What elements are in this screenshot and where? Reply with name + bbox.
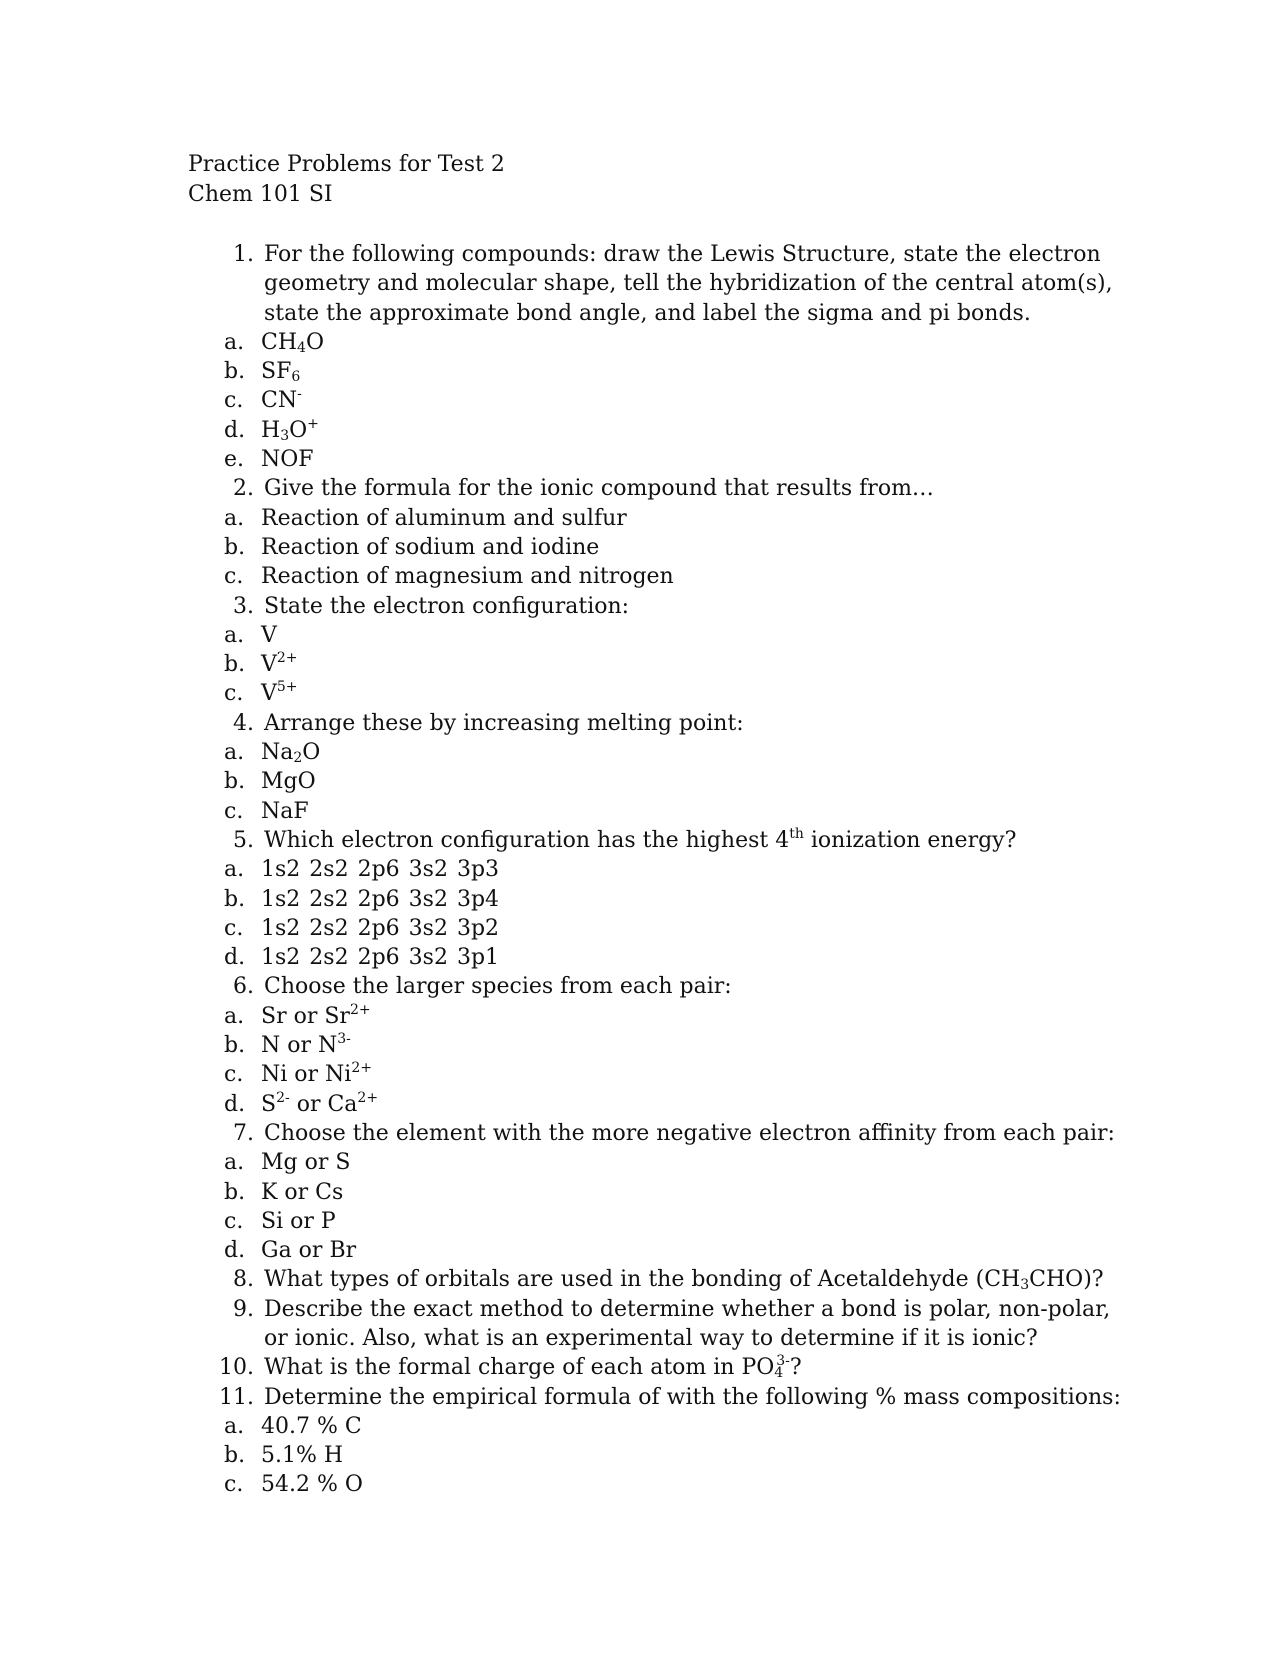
orbital: 1s2	[261, 886, 301, 912]
sub-item-letter: b.	[224, 1033, 246, 1059]
orbital: 3p3	[456, 857, 500, 883]
question-text	[264, 826, 1188, 855]
sub-item	[224, 357, 1188, 386]
sub-item	[224, 679, 1188, 708]
formula-part: Sr or Sr	[261, 1003, 350, 1029]
sub-item-letter: a.	[224, 329, 245, 355]
sub-item	[224, 328, 1188, 357]
question-text-part: What is the formal charge of each atom in PO	[264, 1355, 775, 1381]
sub-item	[224, 1060, 1188, 1089]
sub-item	[224, 445, 1188, 474]
sub-item	[224, 504, 1188, 533]
question-number: 11.	[219, 1384, 254, 1410]
formula-subscript: 2	[293, 750, 303, 767]
sub-item	[224, 1090, 1188, 1119]
question-7-items	[188, 1148, 1188, 1265]
formula-subscript: 3	[280, 427, 290, 444]
question-5	[188, 826, 1188, 855]
sub-item	[224, 1470, 1188, 1499]
question-5-items	[188, 855, 1188, 972]
sub-item	[224, 1412, 1188, 1441]
sub-item-letter: a.	[224, 1150, 245, 1176]
orbital: 2s2	[309, 915, 349, 941]
orbital: 3s2	[408, 945, 448, 971]
orbital: 3p2	[456, 915, 500, 941]
charge-superscript: 3-	[337, 1031, 351, 1048]
orbital: 2s2	[309, 945, 349, 971]
sub-item	[224, 562, 1188, 591]
sub-item-letter: b.	[224, 1179, 246, 1205]
sub-item-letter: c.	[224, 1472, 244, 1498]
question-text-part: CHO)?	[1029, 1267, 1104, 1293]
question-number: 9.	[233, 1296, 254, 1322]
question-text: Determine the empirical formula of with the following % mass compositions:	[264, 1384, 1121, 1410]
orbital: 3p4	[456, 886, 500, 912]
sub-item-letter: d.	[224, 417, 246, 443]
orbital: 2s2	[309, 857, 349, 883]
sub-item-letter: d.	[224, 1091, 246, 1117]
question-text-line: For the following compounds: draw the Lewis Structure, state the electron	[264, 242, 1101, 267]
formula-part: or Ca	[289, 1091, 358, 1117]
sub-item	[224, 885, 1188, 914]
formula-part: V	[261, 681, 277, 707]
question-text-part: ?	[789, 1355, 802, 1381]
question-list	[188, 240, 1188, 1500]
formula-part: H	[261, 417, 281, 443]
formula-part: N or N	[261, 1033, 338, 1059]
charge-superscript: 2-	[276, 1089, 290, 1106]
formula-part: Na	[261, 740, 294, 766]
sub-item-letter: a.	[224, 740, 245, 766]
question-text-part: Which electron configuration has the highest 4	[264, 827, 790, 853]
sub-item	[224, 1178, 1188, 1207]
sub-item	[224, 1207, 1188, 1236]
formula-subscript: 4	[774, 1365, 784, 1382]
question-4	[188, 709, 1188, 738]
orbital: 2p6	[357, 857, 400, 883]
document-title: Practice Problems for Test 2	[188, 152, 505, 177]
question-7	[188, 1119, 1188, 1148]
question-1-items	[188, 328, 1188, 474]
sub-item-letter: c.	[224, 1208, 244, 1234]
sub-item-letter: d.	[224, 945, 246, 971]
question-number: 1.	[233, 242, 254, 267]
formula-part: V	[261, 652, 277, 678]
sub-item-letter: a.	[224, 505, 245, 531]
question-9	[188, 1295, 1188, 1354]
sub-item-letter: b.	[224, 886, 246, 912]
question-6	[188, 972, 1188, 1001]
question-text: Choose the larger species from each pair:	[264, 974, 732, 1000]
question-text: Arrange these by increasing melting point:	[264, 710, 744, 736]
sub-item	[224, 797, 1188, 826]
question-10	[188, 1353, 1188, 1382]
question-text-line: state the approximate bond angle, and label the sigma and pi bonds.	[264, 300, 1031, 326]
question-text	[264, 1353, 1188, 1382]
question-text-part: What types of orbitals are used in the bonding of Acetaldehyde (CH	[264, 1267, 1021, 1293]
question-3-items	[188, 621, 1188, 709]
charge-superscript: 2+	[349, 1001, 371, 1018]
question-number: 2.	[233, 476, 254, 502]
course-name: Chem 101 SI	[188, 182, 333, 207]
charge-superscript: 2+	[276, 650, 298, 667]
question-number: 3.	[233, 593, 254, 619]
question-number: 6.	[233, 974, 254, 1000]
sub-item-letter: c.	[224, 564, 244, 590]
question-8	[188, 1265, 1188, 1294]
question-text	[264, 1265, 1188, 1294]
formula-part: O	[289, 417, 308, 443]
formula-part: NaF	[261, 798, 309, 824]
ordinal-superscript: th	[789, 825, 804, 842]
sub-item-text: 5.1% H	[261, 1443, 344, 1469]
sub-item	[224, 1002, 1188, 1031]
orbital: 2p6	[357, 945, 400, 971]
sub-item	[224, 1441, 1188, 1470]
charge-superscript: +	[307, 415, 319, 432]
sub-item	[224, 533, 1188, 562]
sub-item	[224, 1236, 1188, 1265]
question-text-line: geometry and molecular shape, tell the hybridization of the central atom(s),	[264, 271, 1113, 297]
orbital: 3p1	[456, 945, 500, 971]
sub-item	[224, 1148, 1188, 1177]
sub-item-letter: c.	[224, 798, 244, 824]
sub-item	[224, 855, 1188, 884]
orbital: 1s2	[261, 857, 301, 883]
sub-item	[224, 621, 1188, 650]
question-6-items	[188, 1002, 1188, 1119]
sub-item-letter: b.	[224, 359, 246, 385]
question-2	[188, 474, 1188, 503]
question-4-items	[188, 738, 1188, 826]
question-1	[188, 240, 1188, 328]
sub-item-text: Si or P	[261, 1208, 336, 1234]
sub-item-text: Reaction of sodium and iodine	[261, 534, 600, 560]
question-text: State the electron configuration:	[264, 593, 630, 619]
formula-part: O	[305, 329, 324, 355]
question-2-items	[188, 504, 1188, 592]
formula-part: NOF	[261, 447, 314, 473]
orbital: 3s2	[408, 915, 448, 941]
sub-item	[224, 767, 1188, 796]
document-header	[188, 150, 505, 210]
charge-superscript: 3-	[776, 1353, 790, 1370]
formula-part: S	[261, 1091, 277, 1117]
question-number: 5.	[233, 827, 254, 853]
sub-item-letter: b.	[224, 534, 246, 560]
sub-item-text: Reaction of aluminum and sulfur	[261, 505, 627, 531]
question-number: 7.	[233, 1120, 254, 1146]
orbital: 1s2	[261, 945, 301, 971]
orbital: 2p6	[357, 886, 400, 912]
sub-item-letter: a.	[224, 857, 245, 883]
sub-item-text: Mg or S	[261, 1150, 351, 1176]
formula-subscript: 3	[1020, 1277, 1030, 1294]
formula-part: MgO	[261, 769, 316, 795]
question-number: 10.	[219, 1355, 254, 1381]
sub-item-letter: b.	[224, 1443, 246, 1469]
sub-item-text: 40.7 % C	[261, 1413, 362, 1439]
orbital: 2p6	[357, 915, 400, 941]
sub-item-letter: b.	[224, 652, 246, 678]
sub-item	[224, 416, 1188, 445]
question-number: 8.	[233, 1267, 254, 1293]
formula-part: SF	[261, 359, 292, 385]
orbital: 3s2	[408, 857, 448, 883]
formula-subscript: 4	[297, 339, 306, 356]
sub-item	[224, 650, 1188, 679]
question-11-items	[188, 1412, 1188, 1500]
sub-item-text: K or Cs	[261, 1179, 344, 1205]
question-text-line: or ionic. Also, what is an experimental way to determine if it is ionic?	[264, 1325, 1038, 1351]
sub-item-letter: c.	[224, 681, 244, 707]
sub-item-letter: a.	[224, 1413, 245, 1439]
question-number: 4.	[233, 710, 254, 736]
formula-part: CH	[261, 329, 298, 355]
sub-item-letter: c.	[224, 388, 244, 414]
question-3	[188, 592, 1188, 621]
sub-item-letter: e.	[224, 447, 245, 473]
sub-item-letter: b.	[224, 769, 246, 795]
formula-part: O	[302, 740, 321, 766]
sub-item-text: Ga or Br	[261, 1238, 357, 1264]
charge-superscript: 2+	[351, 1060, 372, 1077]
sub-item	[224, 1031, 1188, 1060]
question-11	[188, 1383, 1188, 1412]
orbital: 3s2	[408, 886, 448, 912]
question-text: Give the formula for the ionic compound that results from…	[264, 476, 934, 502]
sub-item	[224, 943, 1188, 972]
formula-subscript: 6	[291, 369, 301, 386]
sub-item-letter: a.	[224, 1003, 245, 1029]
charge-superscript: 5+	[276, 679, 298, 696]
formula-part: V	[261, 622, 277, 648]
sub-item-text: 54.2 % O	[261, 1472, 363, 1498]
formula-part: Ni or Ni	[261, 1062, 352, 1088]
orbital: 1s2	[261, 915, 301, 941]
sub-item-letter: c.	[224, 915, 244, 941]
question-text-line: Describe the exact method to determine whether a bond is polar, non-polar,	[264, 1296, 1111, 1322]
sub-item-text: Reaction of magnesium and nitrogen	[261, 564, 674, 590]
orbital: 2s2	[309, 886, 349, 912]
formula-part: CN	[261, 388, 298, 414]
sub-item-letter: d.	[224, 1238, 246, 1264]
charge-superscript: -	[297, 386, 302, 403]
sub-item-letter: a.	[224, 622, 245, 648]
question-text-part: ionization energy?	[803, 827, 1017, 853]
sub-item-letter: c.	[224, 1062, 244, 1088]
charge-superscript: 2+	[357, 1089, 379, 1106]
sub-item	[224, 386, 1188, 415]
sub-item	[224, 914, 1188, 943]
question-text: Choose the element with the more negative electron affinity from each pair:	[264, 1120, 1115, 1146]
sub-item	[224, 738, 1188, 767]
